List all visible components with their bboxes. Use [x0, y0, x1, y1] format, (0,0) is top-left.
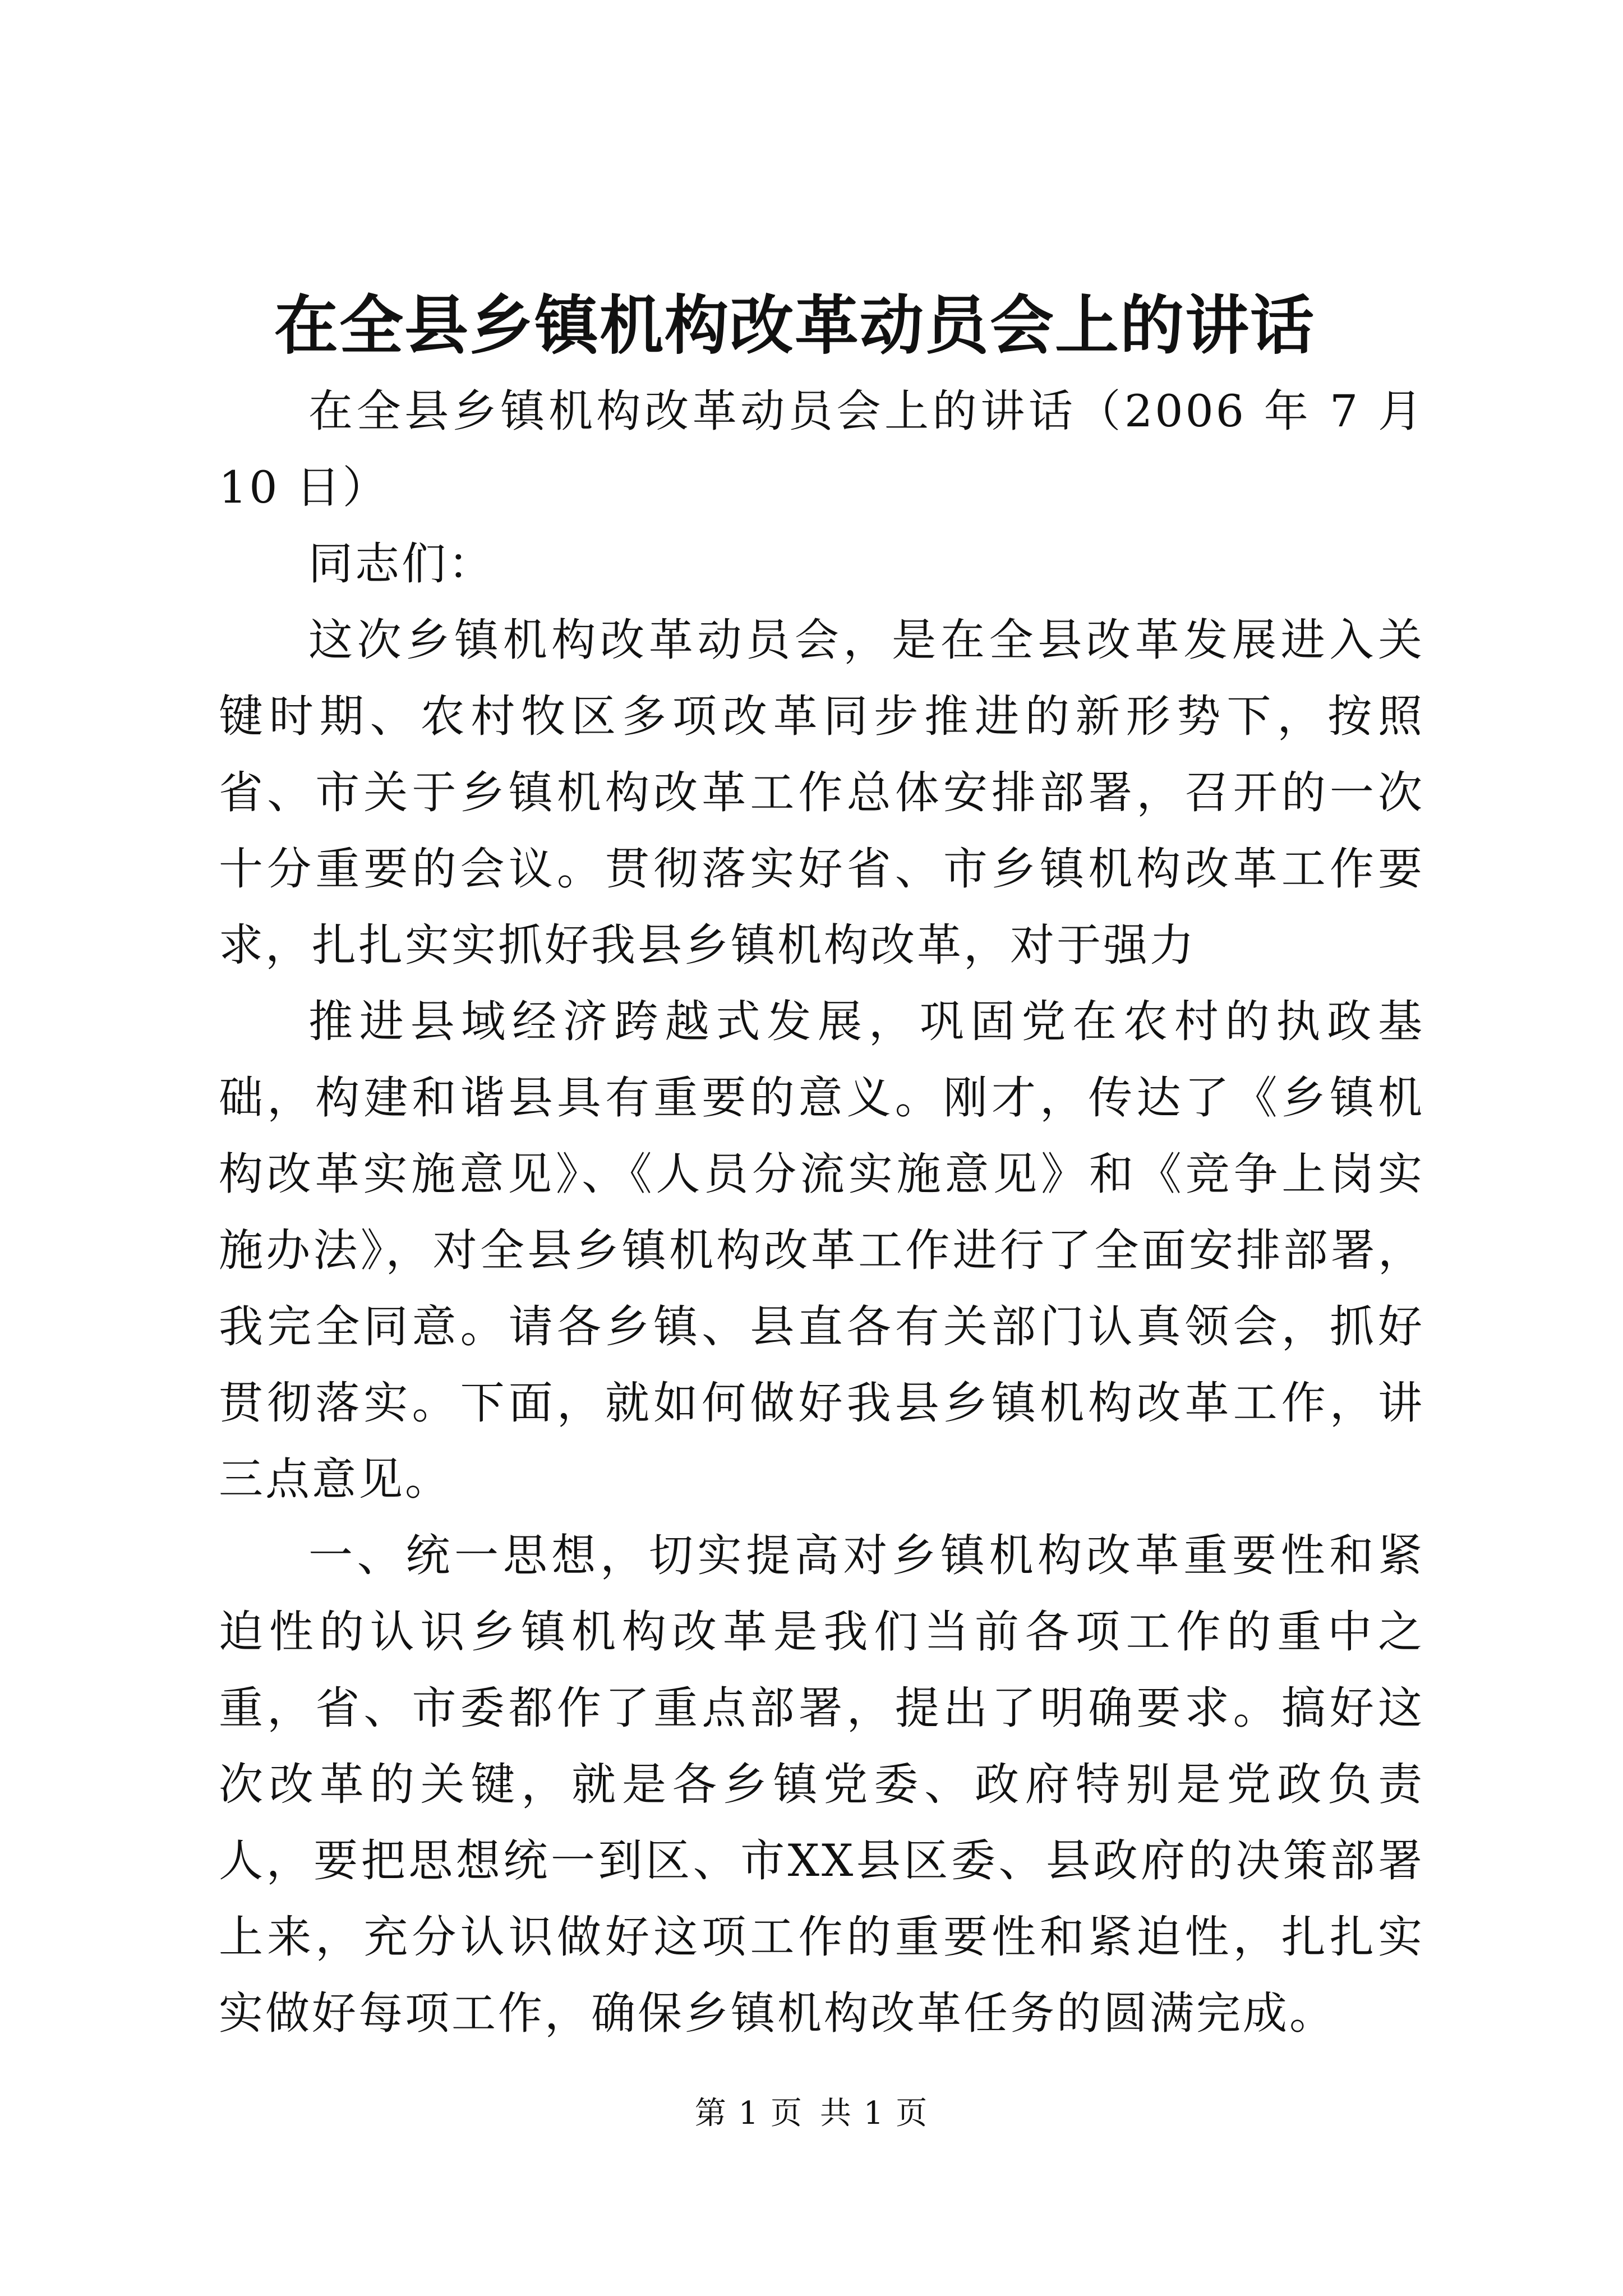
- body-paragraph: 这次乡镇机构改革动员会，是在全县改革发展进入关键时期、农村牧区多项改革同步推进的新形势下，按照省、市关于乡镇机构改革工作总体安排部署，召开的一次十分重要的会议。贯彻落实好省、市乡镇机构改革工作要求，扎扎实实抓好我县乡镇机构改革，对于强力: [219, 614, 1424, 971]
- page-total: 共 1 页: [820, 2095, 929, 2132]
- body-paragraph: 推进县域经济跨越式发展，巩固党在农村的执政基础，构建和谐县具有重要的意义。刚才，传达了《乡镇机构改革实施意见》、《人员分流实施意见》和《竞争上岗实施办法》，对全县乡镇机构改革工作进行了全面安排部署，我完全同意。请各乡镇、县直各有关部门认真领会，抓好贯彻落实。下面，就如何做好我县乡镇机构改革工作，讲三点意见。: [219, 996, 1424, 1505]
- body-paragraph: 一、统一思想，切实提高对乡镇机构改革重要性和紧迫性的认识乡镇机构改革是我们当前各项工作的重中之重，省、市委都作了重点部署，提出了明确要求。搞好这次改革的关键，就是各乡镇党委、政府特别是党政负责人，要把思想统一到区、市XX县区委、县政府的决策部署上来，充分认识做好这项工作的重要性和紧迫性，扎扎实实做好每项工作，确保乡镇机构改革任务的圆满完成。: [219, 1530, 1424, 2039]
- document-body: [219, 373, 1424, 2051]
- subtitle-line: 在全县乡镇机构改革动员会上的讲话（2006 年 7 月 10 日）: [219, 385, 1424, 513]
- document-title: 在全县乡镇机构改革动员会上的讲话: [274, 288, 1315, 363]
- page-footer: [0, 2091, 1623, 2136]
- page-number: 第 1 页: [694, 2095, 803, 2132]
- salutation: 同志们：: [308, 538, 495, 590]
